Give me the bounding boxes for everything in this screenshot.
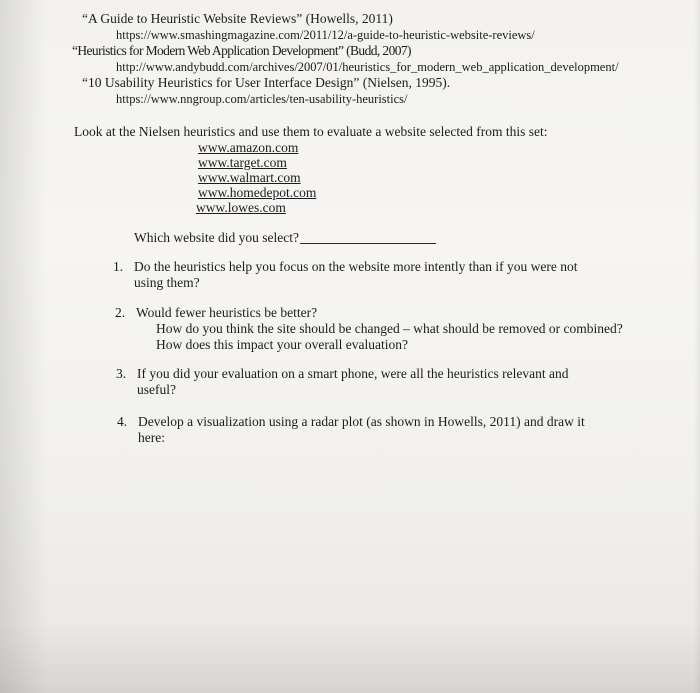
question-2-line-1: Would fewer heuristics be better? xyxy=(136,305,318,320)
question-1-number: 1. xyxy=(113,259,124,274)
page-edge xyxy=(694,0,700,693)
question-3-line-2: useful? xyxy=(137,382,176,397)
question-3-line-1: If you did your evaluation on a smart phone, were all the heuristics relevant and xyxy=(137,366,569,381)
website-target: www.target.com xyxy=(198,155,287,170)
question-2-line-2: How do you think the site should be changed – what should be removed or combined? xyxy=(156,321,623,336)
reference-3-title: “10 Usability Heuristics for User Interface Design” (Nielsen, 1995). xyxy=(82,75,451,90)
select-prompt: Which website did you select? xyxy=(134,230,299,245)
page-shadow xyxy=(0,0,48,693)
question-1-line-1: Do the heuristics help you focus on the website more intently than if you were not xyxy=(134,259,578,274)
reference-3-url: https://www.nngroup.com/articles/ten-usability-heuristics/ xyxy=(116,92,408,106)
reference-2-url: http://www.andybudd.com/archives/2007/01/heuristics_for_modern_web_application_development/ xyxy=(116,60,619,74)
instruction-text: Look at the Nielsen heuristics and use them to evaluate a website selected from this set: xyxy=(74,124,548,139)
question-1-line-2: using them? xyxy=(134,275,200,290)
question-4-line-2: here: xyxy=(138,430,165,445)
reference-1-title: “A Guide to Heuristic Website Reviews” (Howells, 2011) xyxy=(82,11,393,26)
question-2-number: 2. xyxy=(115,305,126,320)
website-walmart: www.walmart.com xyxy=(198,170,301,185)
question-2-line-3: How does this impact your overall evaluation? xyxy=(156,337,408,352)
answer-blank xyxy=(300,243,436,244)
reference-1-url: https://www.smashingmagazine.com/2011/12/a-guide-to-heuristic-website-reviews/ xyxy=(116,28,535,42)
question-4-number: 4. xyxy=(117,414,128,429)
reference-2-title: “Heuristics for Modern Web Application Development” (Budd, 2007) xyxy=(72,43,411,58)
website-lowes: www.lowes.com xyxy=(196,200,286,215)
website-homedepot: www.homedepot.com xyxy=(198,185,317,200)
drawing-area xyxy=(100,455,620,655)
question-4-line-1: Develop a visualization using a radar plot (as shown in Howells, 2011) and draw it xyxy=(138,414,585,429)
question-3-number: 3. xyxy=(116,366,127,381)
website-amazon: www.amazon.com xyxy=(198,140,299,155)
